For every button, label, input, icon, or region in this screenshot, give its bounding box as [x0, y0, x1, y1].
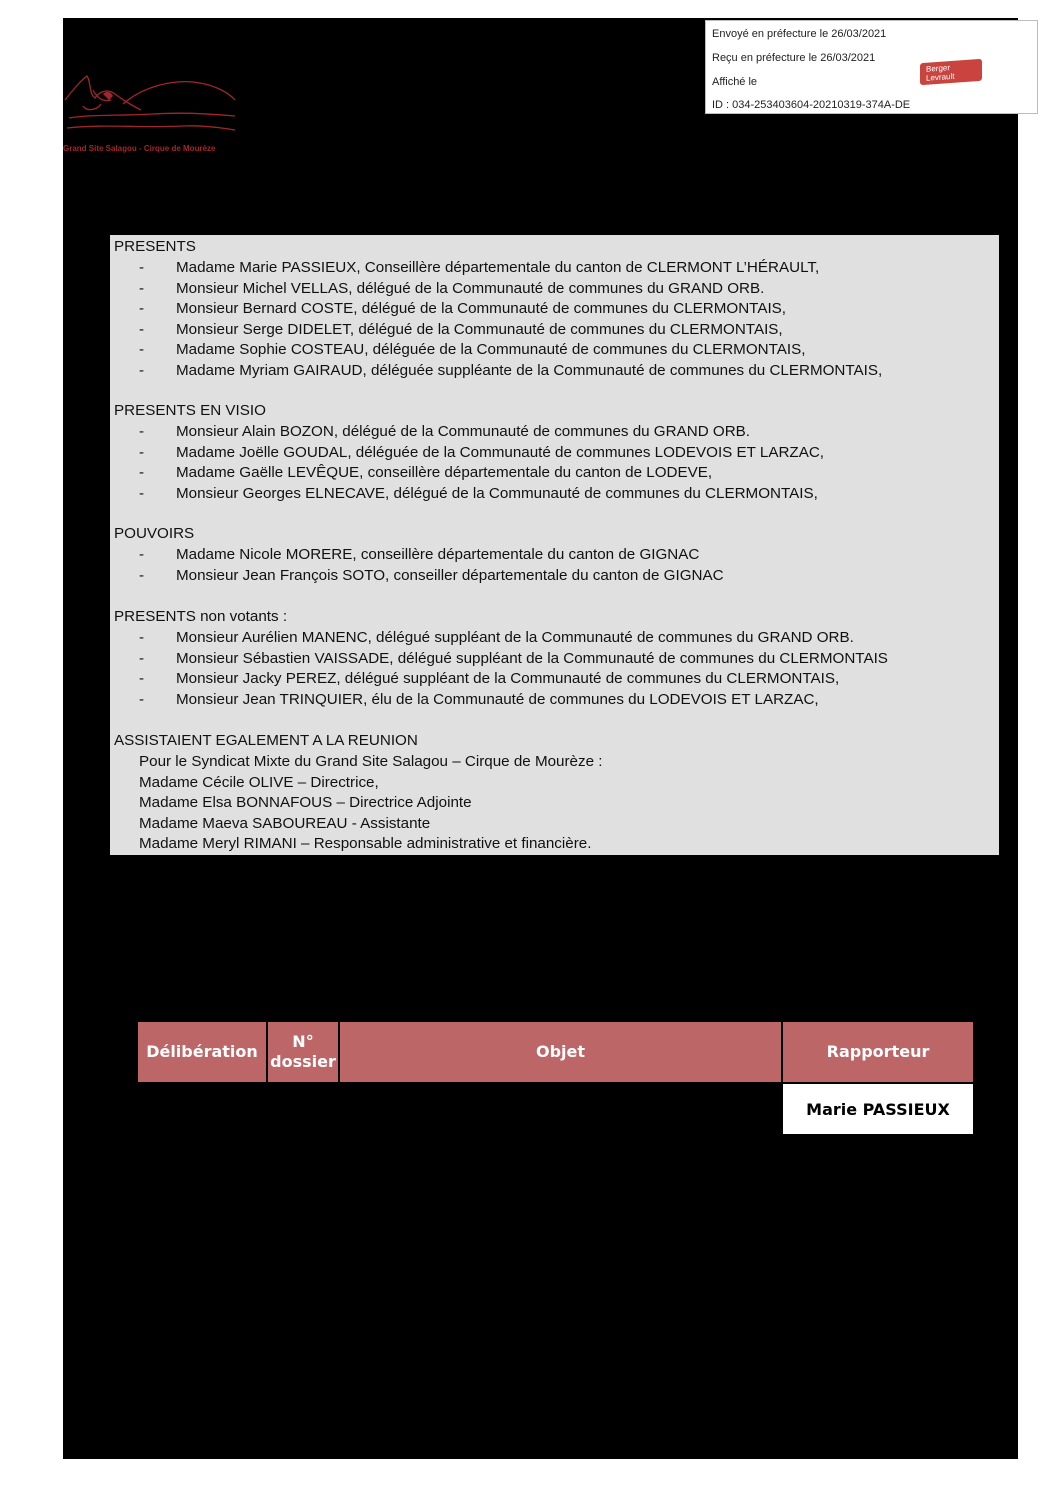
list-item: Madame Sophie COSTEAU, déléguée de la Communauté de communes du CLERMONTAIS, — [176, 341, 806, 358]
bullet-dash: - — [139, 464, 145, 481]
bullet-dash: - — [139, 259, 145, 276]
cell-rapporteur: Marie PASSIEUX — [782, 1083, 974, 1135]
list-item: Madame Gaëlle LEVÊQUE, conseillère départementale du canton de LODEVE, — [176, 464, 713, 481]
presents-heading: PRESENTS — [114, 238, 196, 255]
assistant-line: Madame Maeva SABOUREAU - Assistante — [139, 814, 431, 832]
list-item: Madame Nicole MORERE, conseillère départementale du canton de GIGNAC — [176, 546, 700, 563]
pouvoirs-heading: POUVOIRS — [114, 525, 195, 542]
bullet-dash: - — [139, 341, 145, 358]
table-header-row — [137, 1021, 974, 1083]
berger-levrault-logo: Berger Levrault — [920, 59, 982, 85]
header-rapporteur: Rapporteur — [782, 1021, 974, 1083]
list-item: Madame Marie PASSIEUX, Conseillère départementale du canton de CLERMONT L’HÉRAULT, — [176, 259, 820, 276]
stamp-posted: Affiché le — [712, 76, 758, 88]
deliberations-table — [136, 1020, 975, 1136]
assistant-line: Madame Cécile OLIVE – Directrice, — [139, 773, 379, 791]
list-item: Monsieur Jacky PEREZ, délégué suppléant de la Communauté de communes du CLERMONTAIS, — [176, 670, 840, 687]
bullet-dash: - — [139, 484, 145, 502]
cell-dossier — [267, 1083, 339, 1135]
bullet-dash: - — [139, 361, 145, 379]
attendance-box — [110, 235, 999, 855]
bullet-dash: - — [139, 690, 145, 708]
bullet-dash: - — [139, 629, 145, 646]
assistant-line: Madame Elsa BONNAFOUS – Directrice Adjointe — [139, 794, 472, 811]
list-item: Monsieur Jean TRINQUIER, élu de la Communauté de communes du LODEVOIS ET LARZAC, — [176, 690, 819, 708]
assistaient-heading: ASSISTAIENT EGALEMENT A LA REUNION — [114, 732, 418, 749]
list-item: Monsieur Serge DIDELET, délégué de la Communauté de communes du CLERMONTAIS, — [176, 320, 783, 338]
bullet-dash: - — [139, 546, 145, 563]
table-row — [137, 1083, 974, 1135]
prefecture-stamp — [705, 20, 1038, 114]
list-item: Monsieur Bernard COSTE, délégué de la Communauté de communes du CLERMONTAIS, — [176, 300, 787, 317]
cell-deliberation — [137, 1083, 267, 1135]
assistant-line: Pour le Syndicat Mixte du Grand Site Salagou – Cirque de Mourèze : — [139, 753, 603, 770]
list-item: Monsieur Georges ELNECAVE, délégué de la Communauté de communes du CLERMONTAIS, — [176, 484, 818, 502]
header-dossier: N° dossier — [267, 1021, 339, 1083]
bullet-dash: - — [139, 300, 145, 317]
bullet-dash: - — [139, 320, 145, 338]
bullet-dash: - — [139, 423, 145, 440]
list-item: Monsieur Alain BOZON, délégué de la Communauté de communes du GRAND ORB. — [176, 423, 751, 440]
bullet-dash: - — [139, 443, 145, 461]
non-votants-heading: PRESENTS non votants : — [114, 608, 288, 625]
list-item: Monsieur Jean François SOTO, conseiller départementale du canton de GIGNAC — [176, 566, 724, 584]
logo-caption: Grand Site Salagou - Cirque de Mourèze — [63, 144, 216, 153]
list-item: Monsieur Sébastien VAISSADE, délégué suppléant de la Communauté de communes du CLERMONTAIS — [176, 649, 888, 667]
list-item: Madame Joëlle GOUDAL, déléguée de la Communauté de communes LODEVOIS ET LARZAC, — [176, 443, 825, 461]
header-objet: Objet — [339, 1021, 782, 1083]
list-item: Monsieur Michel VELLAS, délégué de la Communauté de communes du GRAND ORB. — [176, 279, 765, 297]
stamp-sent-date: Envoyé en préfecture le 26/03/2021 — [712, 28, 887, 40]
bullet-dash: - — [139, 566, 145, 584]
bullet-dash: - — [139, 279, 145, 297]
stamp-id: ID : 034-253403604-20210319-374A-DE — [712, 99, 911, 111]
list-item: Madame Myriam GAIRAUD, déléguée suppléante de la Communauté de communes du CLERMONTAIS, — [176, 361, 883, 379]
header-deliberation: Délibération — [137, 1021, 267, 1083]
bullet-dash: - — [139, 649, 145, 667]
stamp-received-date: Reçu en préfecture le 26/03/2021 — [712, 52, 876, 64]
cell-objet — [339, 1083, 782, 1135]
assistant-line: Madame Meryl RIMANI – Responsable administrative et financière. — [139, 835, 592, 852]
bullet-dash: - — [139, 670, 145, 687]
visio-heading: PRESENTS EN VISIO — [114, 402, 266, 419]
list-item: Monsieur Aurélien MANENC, délégué suppléant de la Communauté de communes du GRAND ORB. — [176, 629, 854, 646]
